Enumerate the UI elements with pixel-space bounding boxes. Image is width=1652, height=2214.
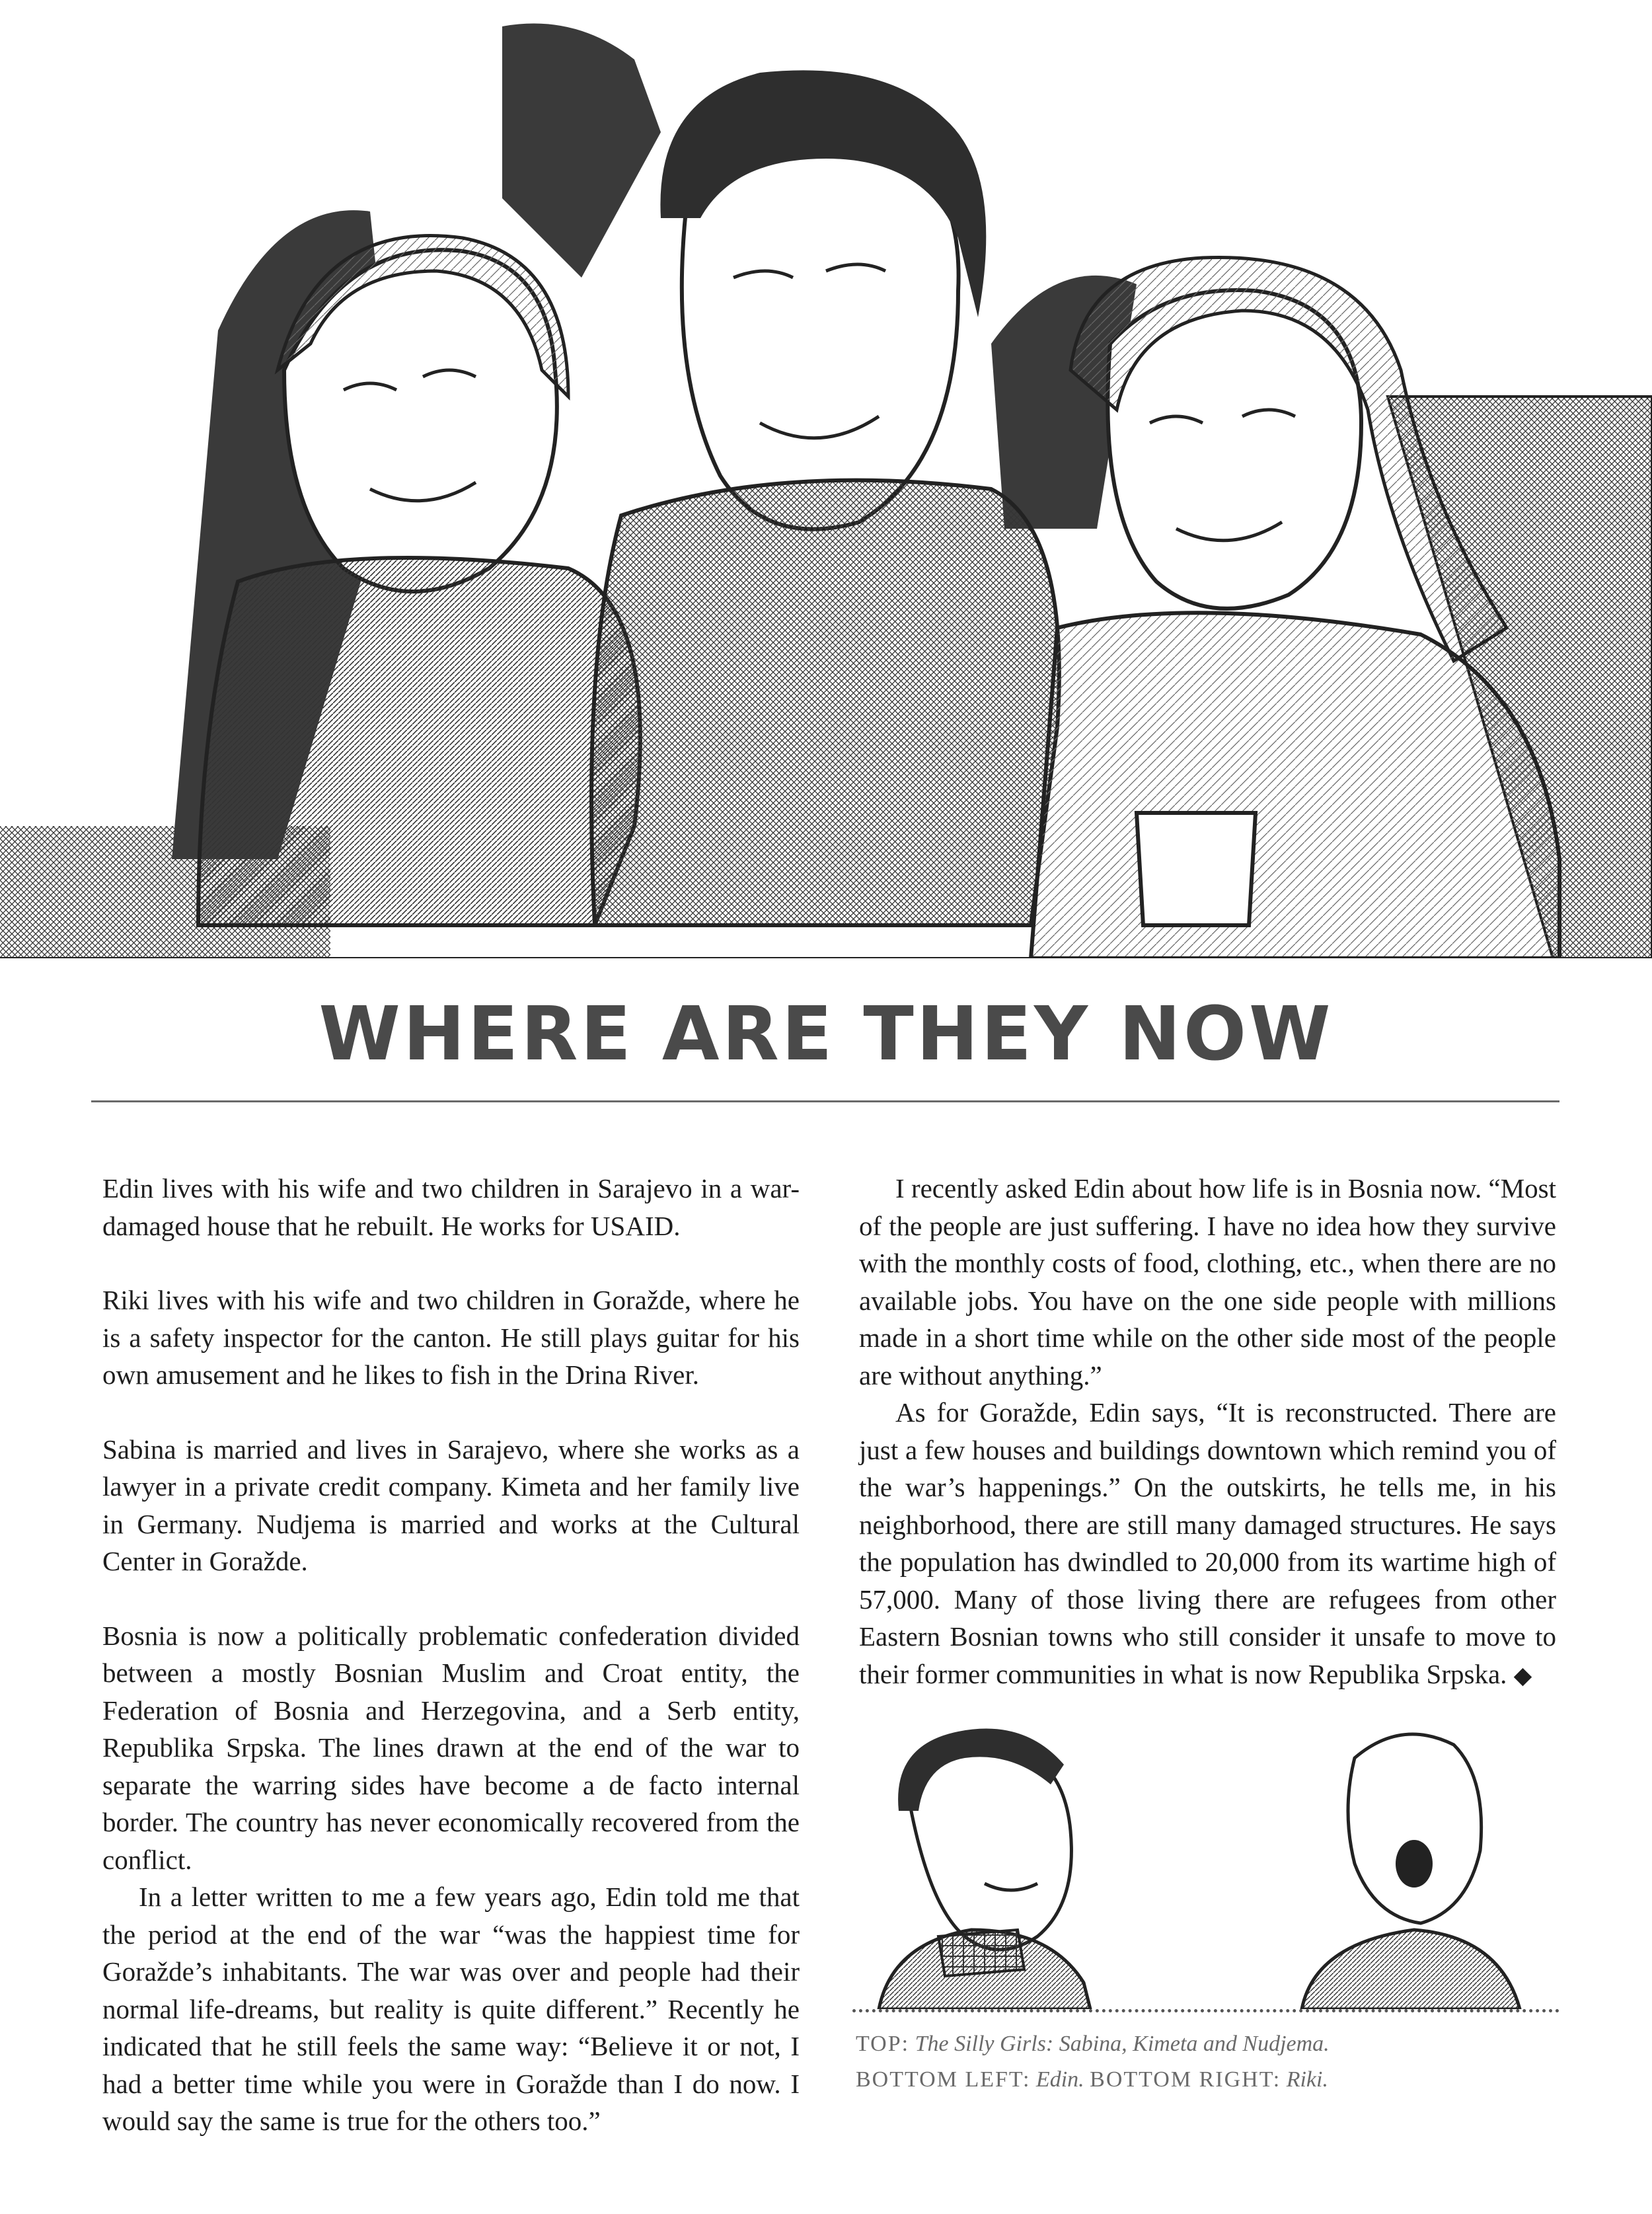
paragraph-gorazde [859, 1394, 1556, 1694]
mug [1137, 813, 1256, 925]
paragraph-riki: Riki lives with his wife and two children in Goražde, where he is a safety inspector for the canton. He still plays guitar for his own amusement and he likes to fish in the Drina River. [102, 1285, 800, 1390]
caption-top-label: TOP: [856, 2032, 910, 2056]
edin-riki-drawing [852, 1718, 1559, 2009]
paragraph-sabina: Sabina is married and lives in Sarajevo, where she works as a lawyer in a private credit company. Kimeta and her family live in Germany. Nudjema is married and works at the Cultural Center in Goražde. [102, 1433, 800, 1576]
paragraph-edin: Edin lives with his wife and two children in Sarajevo in a war-damaged house that he rebuilt. He works for USAID. [102, 1173, 800, 1241]
paragraph-gorazde-text: As for Goražde, Edin says, “It is reconstructed. There are just a few houses and buildings downtown which remind you of the war’s happenings.” On the outskirts, he tells me, in his neighborhood, there are still many damaged structures. He says the population has dwindled to 20,000 from its wartime high of 57,000. Many of those living there are refugees from other Eastern Bosnian towns who still consider it unsafe to move to their former communities in what is now Republika Srpska. [859, 1397, 1556, 1689]
caption-bottom-right-label: BOTTOM RIGHT: [1090, 2067, 1281, 2092]
right-column [859, 1170, 1556, 1694]
edin-portrait [879, 1729, 1090, 2009]
title-rule [91, 1100, 1559, 1102]
caption-divider [852, 2009, 1559, 2012]
left-column [102, 1170, 800, 2140]
paragraph-bosnia: Bosnia is now a politically problematic confederation divided between a mostly Bosnian Muslim and Croat entity, the Federation of Bosnia and Herzegovina, and a Serb entity, Republika Srpska. The lines drawn at the end of the war to separate the warring sides have become a de facto internal border. The country has never economically recovered from the conflict. [102, 1620, 800, 1875]
riki-portrait [1302, 1734, 1520, 2009]
left-girl-sweater [198, 558, 640, 925]
center-girl-sweater [591, 480, 1059, 925]
end-mark-icon: ◆ [1513, 1661, 1532, 1689]
paragraph-letter: In a letter written to me a few years ago, Edin told me that the period at the end of the war “was the happiest time for Goražde’s inhabitants. The war was over and people had their normal life-dreams, but reality is quite different.” Recently he indicated that he still feels the same way: “Believe it or not, I had a better time while you were in Goražde than I do now. I would say the same is true for the others too.” [102, 1882, 800, 2136]
silly-girls-drawing [0, 0, 1652, 958]
caption-bottom-right-text: Riki. [1286, 2067, 1328, 2092]
caption-bottom-line [856, 2062, 1563, 2098]
top-illustration [0, 0, 1652, 958]
portraits-illustration [852, 1718, 1559, 2009]
caption-top-text: The Silly Girls: Sabina, Kimeta and Nudjema. [915, 2032, 1330, 2056]
caption-bottom-left-label: BOTTOM LEFT: [856, 2067, 1031, 2092]
caption-top-line [856, 2026, 1563, 2062]
page-title: WHERE ARE THEY NOW [319, 991, 1333, 1077]
image-caption [856, 2026, 1563, 2098]
caption-bottom-left-text: Edin. [1035, 2067, 1084, 2092]
paragraph-life-now: I recently asked Edin about how life is in Bosnia now. “Most of the people are just suffering. I have no idea how they survive with the monthly costs of food, clothing, etc., when there are no available jobs. You have on the one side people with millions made in a short time while on the other side most of the people are without anything.” [859, 1173, 1556, 1391]
shadow-center [502, 24, 661, 278]
center-girl-face [682, 130, 959, 529]
